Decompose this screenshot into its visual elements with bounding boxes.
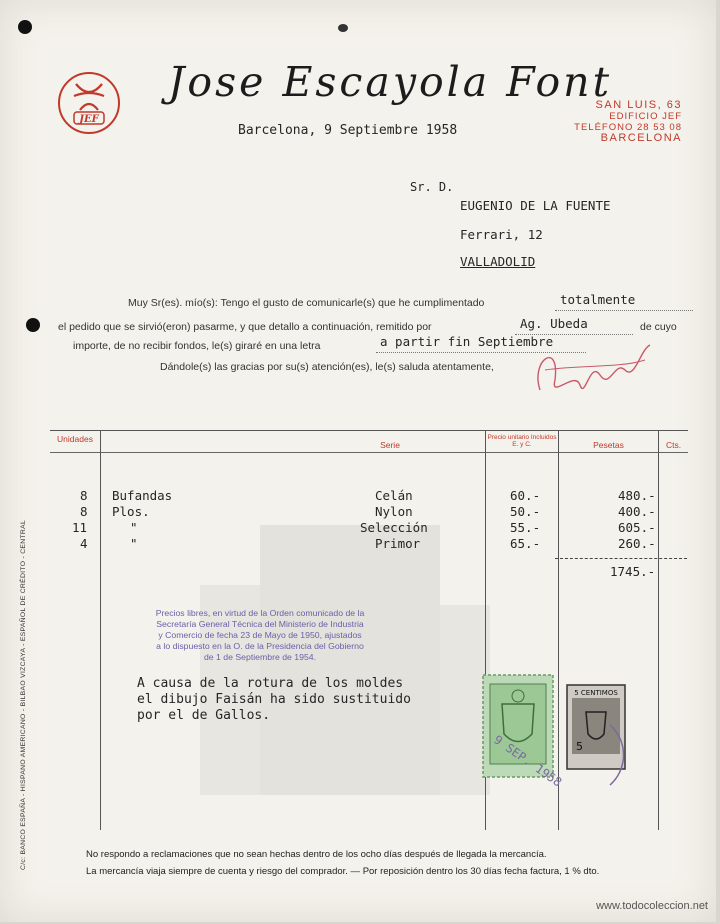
company-address <box>560 100 682 144</box>
header-cts: Cts. <box>665 440 682 450</box>
fill-carrier: Ag. Ubeda <box>520 316 588 331</box>
body-line-4: Dándole(s) las gracias por su(s) atención(es), le(s) saluda atentamente, <box>160 361 494 373</box>
cell-units: 8 <box>80 488 88 503</box>
body-line-3: importe, de no recibir fondos, le(s) giraré en una letra <box>73 340 321 352</box>
cell-units: 11 <box>72 520 88 535</box>
table-header-rule <box>50 452 688 453</box>
cell-pesetas: 400.- <box>618 504 656 519</box>
table-top-rule <box>50 430 688 431</box>
cell-price: 60.- <box>510 488 541 503</box>
header-series: Serie <box>380 440 400 450</box>
cell-item: " <box>130 520 138 535</box>
address-line: TELÉFONO 28 53 08 <box>574 122 682 133</box>
recipient-salutation: Sr. D. <box>410 180 454 194</box>
date-line: Barcelona, 9 Septiembre 1958 <box>238 123 458 138</box>
svg-text:5: 5 <box>576 740 583 753</box>
total-rule <box>555 558 687 559</box>
cell-item: " <box>130 536 138 551</box>
company-logo <box>56 70 122 136</box>
cell-series: Nylon <box>375 504 413 519</box>
fill-line <box>555 310 693 311</box>
address-line: SAN LUIS, 63 <box>595 99 682 111</box>
recipient-city: VALLADOLID <box>460 254 536 269</box>
header-price: Precio unitario Incluidos E. y C. <box>487 434 557 448</box>
address-line: EDIFICIO JEF <box>609 111 682 122</box>
watermark: www.todocoleccion.net <box>596 900 708 912</box>
body-line-2: el pedido que se sirvió(eron) pasarme, y que detallo a continuación, remitido por <box>58 321 432 333</box>
punch-hole <box>18 20 32 34</box>
cell-series: Celán <box>375 488 413 503</box>
punch-hole <box>338 24 348 32</box>
header-pesetas: Pesetas <box>593 440 624 450</box>
postmark: 9 SEP. 1958 <box>491 732 565 790</box>
cell-item: Bufandas <box>112 488 173 503</box>
cell-item: Plos. <box>112 504 150 519</box>
cell-price: 55.- <box>510 520 541 535</box>
recipient-street: Ferrari, 12 <box>460 227 543 242</box>
address-line: BARCELONA <box>600 132 682 144</box>
postmark-circle <box>600 720 660 790</box>
body-line-1: Muy Sr(es). mío(s): Tengo el gusto de comunicarle(s) que he cumplimentado <box>128 297 485 309</box>
cell-units: 8 <box>80 504 88 519</box>
body-line-2-end: de cuyo <box>640 321 677 333</box>
signature <box>520 330 660 410</box>
cell-pesetas: 260.- <box>618 536 656 551</box>
remark-line: A causa de la rotura de los moldes <box>137 676 404 691</box>
column-divider <box>558 430 559 830</box>
remark-line: por el de Gallos. <box>137 708 271 723</box>
svg-text:5 CENTIMOS: 5 CENTIMOS <box>574 689 618 697</box>
footer-terms: La mercancía viaja siempre de cuenta y riesgo del comprador. — Por reposición dentro los 30 días fecha factura, 1 % dto. <box>86 866 600 877</box>
column-divider <box>100 430 101 830</box>
remark-line: el dibujo Faisán ha sido sustituido <box>137 692 411 707</box>
cell-pesetas: 605.- <box>618 520 656 535</box>
recipient-name: EUGENIO DE LA FUENTE <box>460 198 611 213</box>
brand-name: Jose Escayola Font <box>168 58 613 106</box>
cell-price: 50.- <box>510 504 541 519</box>
cell-series: Selección <box>360 520 428 535</box>
header-units: Unidades <box>57 434 93 444</box>
invoice-total: 1745.- <box>610 564 656 579</box>
cell-units: 4 <box>80 536 88 551</box>
svg-text:JEF: JEF <box>79 114 99 125</box>
side-bank-text: C/c: BANCO ESPAÑA - HISPANO AMERICANO - BILBAO VIZCAYA - ESPAÑOL DE CRÉDITO - CENTRAL <box>20 519 27 870</box>
footer-claims: No respondo a reclamaciones que no sean hechas dentro de los ocho días después de llegada la mercancía. <box>86 849 547 860</box>
price-notice-stamp: Precios libres, en virtud de la Orden comunicado de la Secretaría General Técnica del Ministerio de Industria y Comercio de fecha 23 de Mayo de 1950, ajustados a lo dispuesto en la O. de la Presidencia del Gobierno de 1 de Septiembre de 1954. <box>155 608 365 662</box>
fill-payment-terms: a partir fin Septiembre <box>380 334 554 349</box>
cell-pesetas: 480.- <box>618 488 656 503</box>
cell-price: 65.- <box>510 536 541 551</box>
punch-hole <box>26 318 40 332</box>
fill-completion: totalmente <box>560 292 636 307</box>
cell-series: Primor <box>375 536 421 551</box>
invoice-table <box>50 430 688 830</box>
